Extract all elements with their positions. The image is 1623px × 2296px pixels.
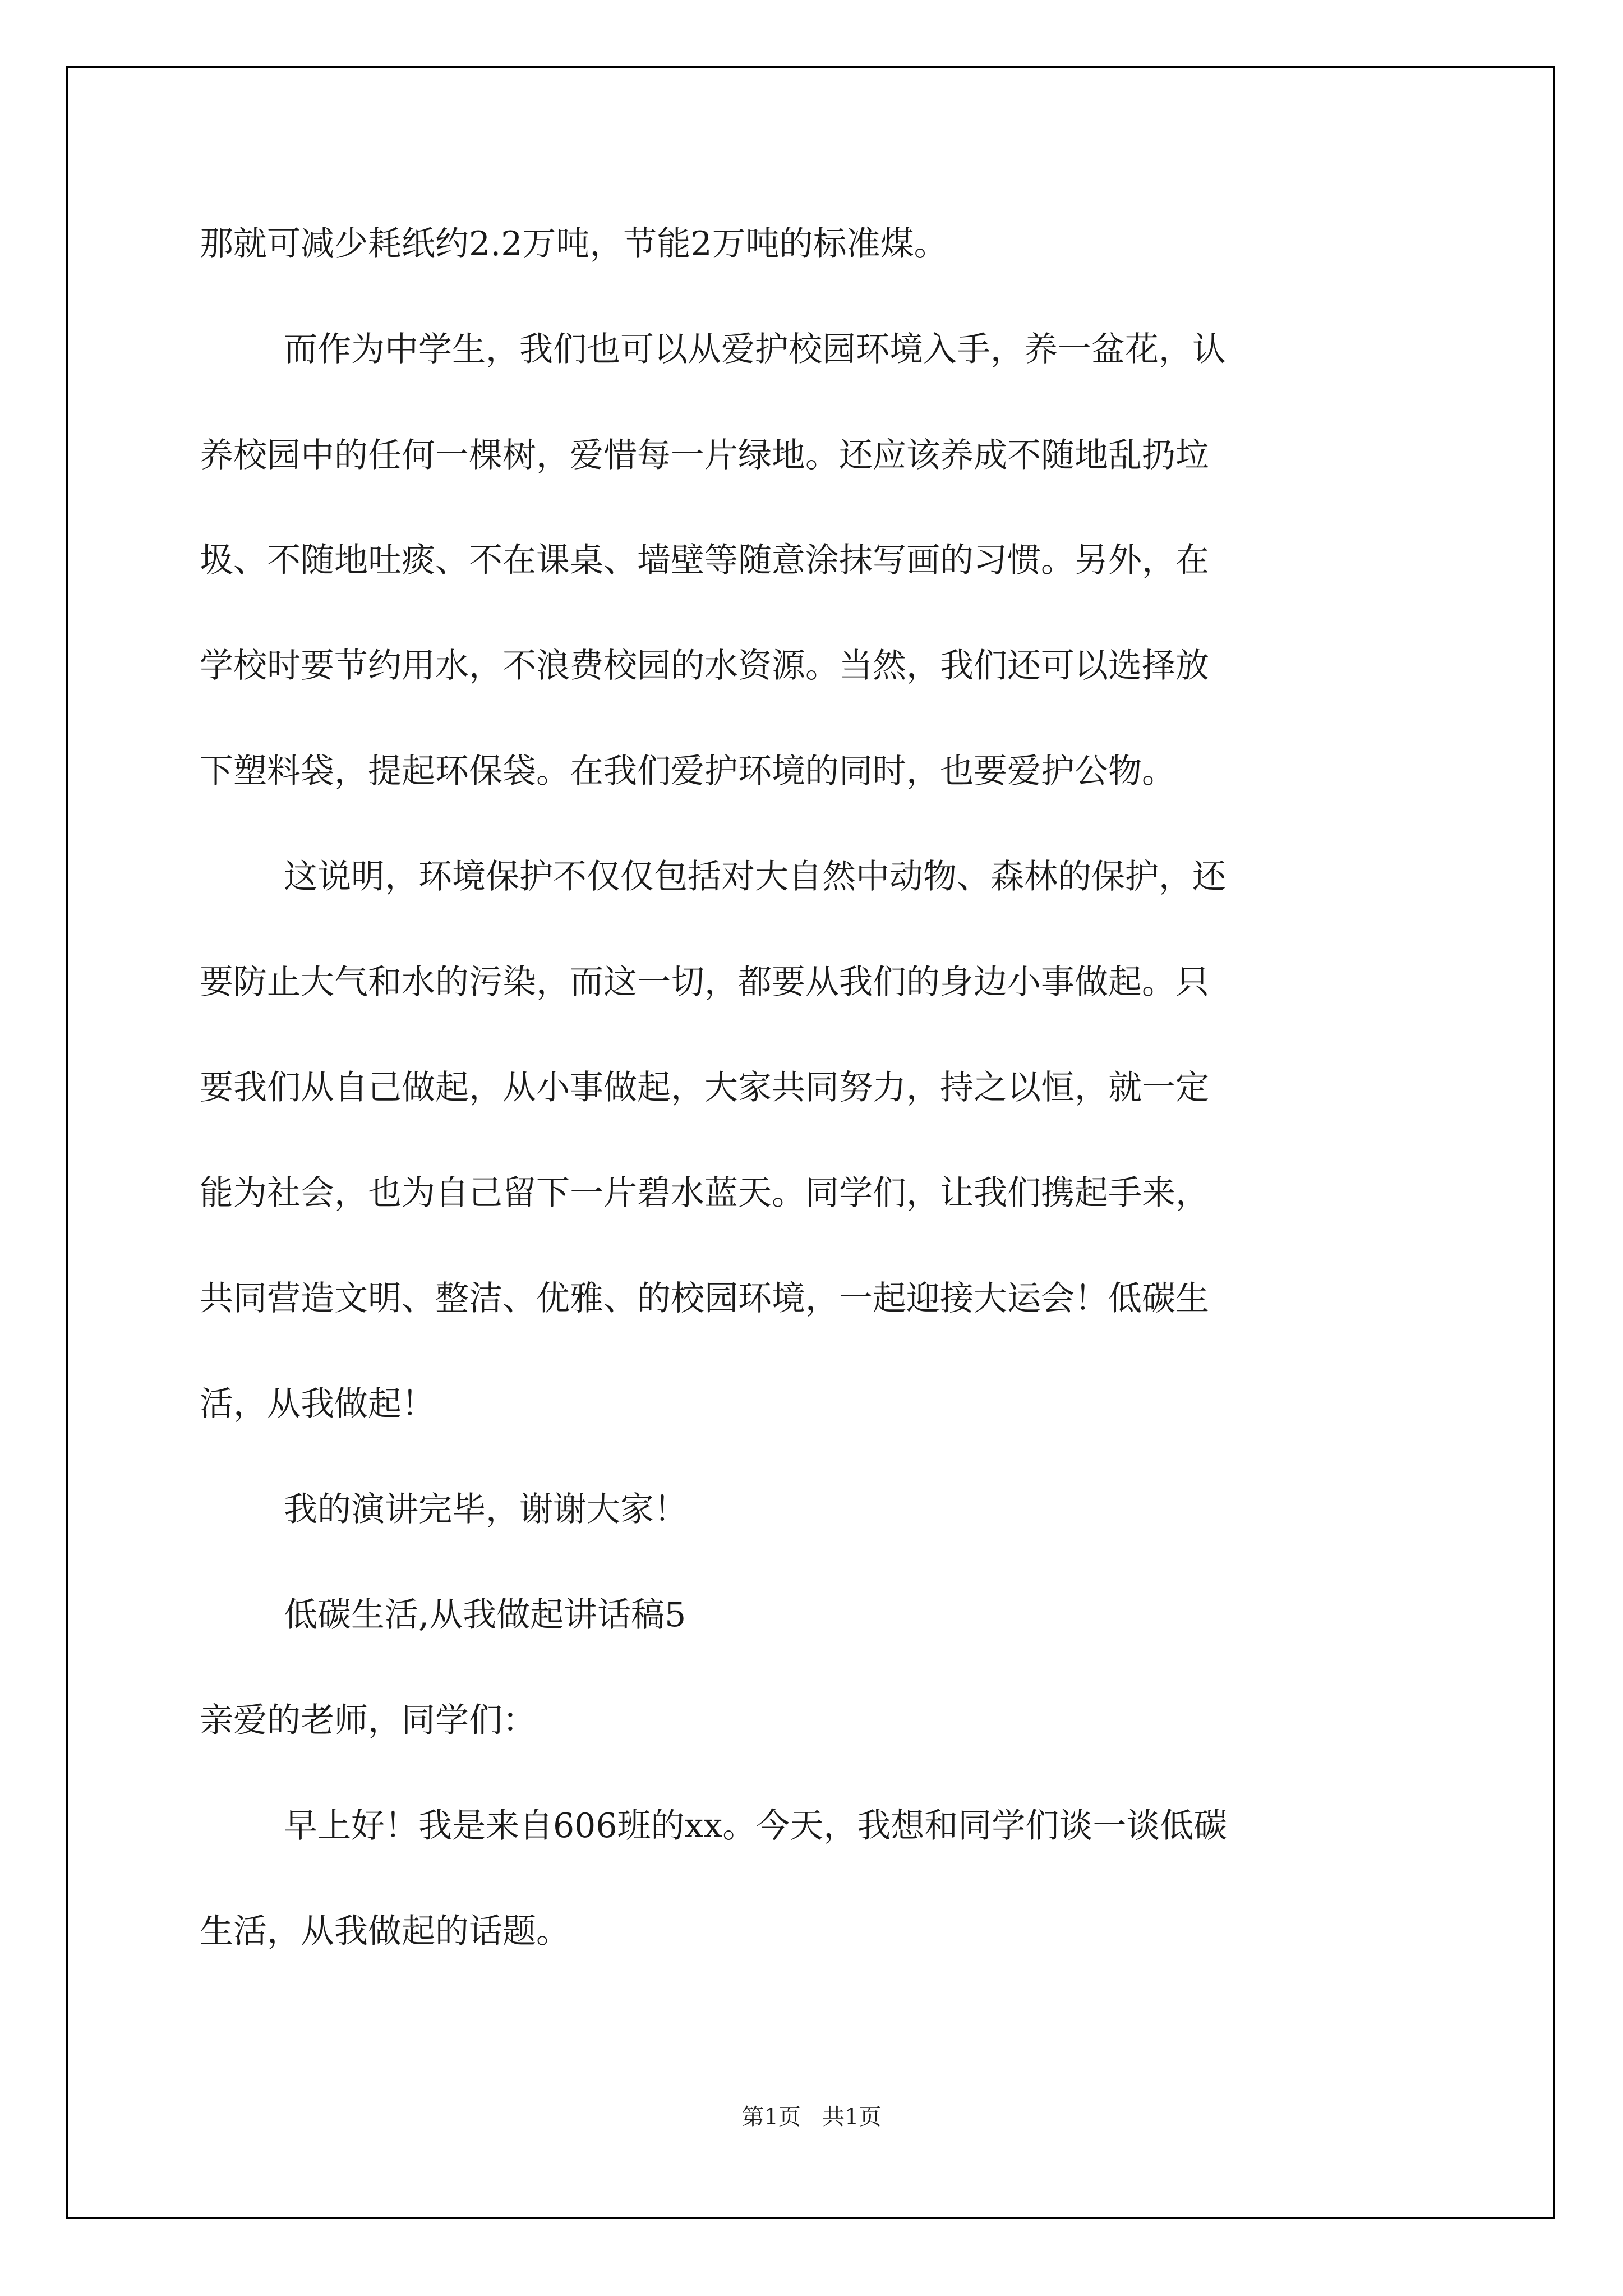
paragraph-line: 共同营造文明、整洁、优雅、的校园环境，一起迎接大运会！低碳生 bbox=[200, 1279, 1209, 1318]
section-heading: 低碳生活,从我做起讲话稿5 bbox=[284, 1595, 686, 1635]
paragraph-line: 活，从我做起！ bbox=[200, 1384, 435, 1424]
paragraph-line: 能为社会，也为自己留下一片碧水蓝天。同学们，让我们携起手来， bbox=[200, 1174, 1209, 1213]
paragraph-line: 要防止大气和水的污染，而这一切，都要从我们的身边小事做起。只 bbox=[200, 963, 1209, 1002]
salutation-line: 亲爱的老师，同学们： bbox=[200, 1701, 536, 1740]
page-number-footer: 第1页 共1页 bbox=[741, 2104, 882, 2130]
paragraph-line: 生活，从我做起的话题。 bbox=[200, 1912, 570, 1951]
page-border bbox=[66, 66, 1555, 2219]
paragraph-line: 圾、不随地吐痰、不在课桌、墙壁等随意涂抹写画的习惯。另外，在 bbox=[200, 541, 1209, 580]
paragraph-line: 学校时要节约用水，不浪费校园的水资源。当然，我们还可以选择放 bbox=[200, 646, 1209, 685]
paragraph-line: 下塑料袋，提起环保袋。在我们爱护环境的同时，也要爱护公物。 bbox=[200, 752, 1175, 791]
paragraph-line: 那就可减少耗纸约2.2万吨，节能2万吨的标准煤。 bbox=[200, 224, 948, 264]
paragraph-line: 我的演讲完毕，谢谢大家！ bbox=[284, 1490, 688, 1529]
paragraph-line: 早上好！我是来自606班的xx。今天，我想和同学们谈一谈低碳 bbox=[284, 1806, 1228, 1846]
paragraph-line: 要我们从自己做起，从小事做起，大家共同努力，持之以恒，就一定 bbox=[200, 1068, 1209, 1107]
paragraph-line: 养校园中的任何一棵树，爱惜每一片绿地。还应该养成不随地乱扔垃 bbox=[200, 436, 1209, 475]
paragraph-line: 而作为中学生，我们也可以从爱护校园环境入手，养一盆花，认 bbox=[284, 330, 1226, 369]
paragraph-line: 这说明，环境保护不仅仅包括对大自然中动物、森林的保护，还 bbox=[284, 857, 1226, 896]
